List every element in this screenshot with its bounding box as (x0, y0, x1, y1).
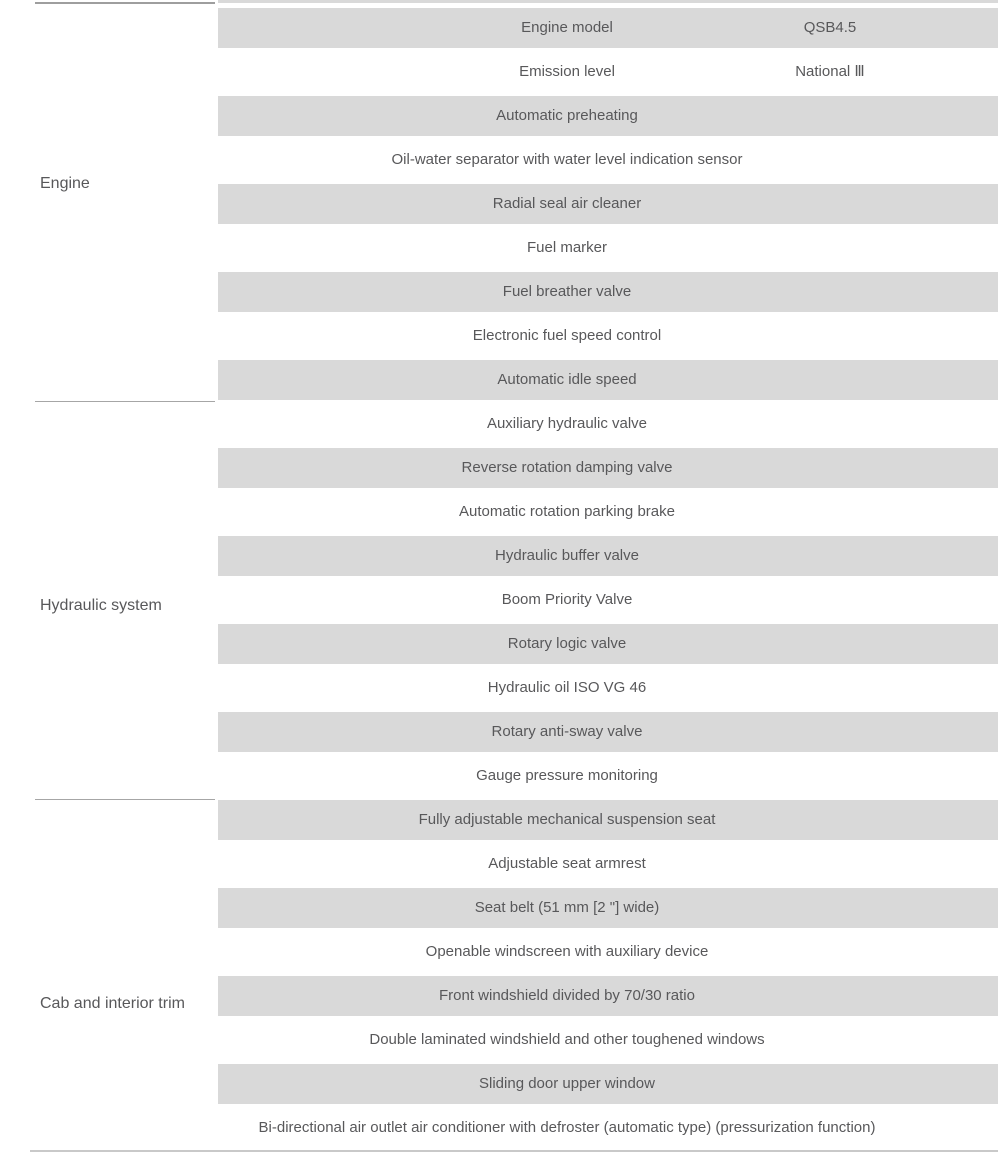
spec-row (218, 886, 998, 930)
spec-row (218, 1062, 998, 1106)
spec-row (218, 226, 998, 270)
category-label-engine: Engine (40, 175, 90, 192)
feature-value: QSB4.5 (803, 19, 857, 36)
feature-label: Fully adjustable mechanical suspension seat (418, 811, 716, 828)
feature-label: Automatic preheating (496, 107, 638, 124)
feature-label: Fuel breather valve (502, 283, 632, 300)
spec-row (218, 270, 998, 314)
feature-label: Sliding door upper window (479, 1075, 655, 1092)
spec-row (218, 666, 998, 710)
spec-row (218, 578, 998, 622)
feature-label: Engine model (521, 19, 613, 36)
table-bottom-rule (30, 1150, 998, 1152)
spec-row (218, 974, 998, 1018)
spec-row (218, 754, 998, 798)
feature-label: Automatic idle speed (497, 371, 637, 388)
feature-label: Boom Priority Valve (501, 591, 633, 608)
spec-row (218, 490, 998, 534)
spec-row (218, 446, 998, 490)
feature-label: Emission level (519, 63, 615, 80)
feature-label: Electronic fuel speed control (472, 327, 662, 344)
spec-row (218, 182, 998, 226)
feature-label: Gauge pressure monitoring (476, 767, 658, 784)
feature-label: Bi-directional air outlet air conditioner with defroster (automatic type) (pressurization function) (258, 1119, 876, 1136)
spec-row (218, 534, 998, 578)
category-label-cab-and-interior-trim: Cab and interior trim (40, 995, 185, 1012)
feature-label: Auxiliary hydraulic valve (486, 415, 648, 432)
cropped-previous-row-sliver (218, 0, 998, 3)
feature-label: Reverse rotation damping valve (461, 459, 673, 476)
category-column-top-border (35, 2, 215, 4)
category-label-hydraulic-system: Hydraulic system (40, 597, 162, 614)
feature-label: Seat belt (51 mm [2 "] wide) (474, 899, 660, 916)
spec-row (218, 1106, 998, 1150)
feature-label: Hydraulic oil ISO VG 46 (487, 679, 647, 696)
spec-row (218, 1018, 998, 1062)
feature-label: Hydraulic buffer valve (495, 547, 639, 564)
feature-label: Rotary anti-sway valve (491, 723, 643, 740)
spec-row (218, 930, 998, 974)
feature-label: Double laminated windshield and other toughened windows (369, 1031, 765, 1048)
spec-row (218, 138, 998, 182)
spec-row (218, 402, 998, 446)
spec-row (218, 710, 998, 754)
feature-label: Automatic rotation parking brake (459, 503, 675, 520)
feature-label: Openable windscreen with auxiliary device (425, 943, 709, 960)
spec-row (218, 358, 998, 402)
feature-label: Adjustable seat armrest (488, 855, 646, 872)
feature-label: Fuel marker (526, 239, 608, 256)
section-divider-hydraulic-cab (35, 799, 215, 800)
feature-value: National Ⅲ (795, 63, 865, 80)
spec-row (218, 6, 998, 50)
section-divider-engine-hydraulic (35, 401, 215, 402)
feature-label: Radial seal air cleaner (492, 195, 642, 212)
spec-row (218, 798, 998, 842)
spec-row (218, 842, 998, 886)
spec-row (218, 50, 998, 94)
spec-row (218, 622, 998, 666)
feature-label: Front windshield divided by 70/30 ratio (439, 987, 695, 1004)
spec-table-rows (218, 6, 998, 1150)
feature-label: Rotary logic valve (507, 635, 627, 652)
spec-row (218, 314, 998, 358)
spec-row (218, 94, 998, 138)
feature-label: Oil-water separator with water level indication sensor (391, 151, 743, 168)
